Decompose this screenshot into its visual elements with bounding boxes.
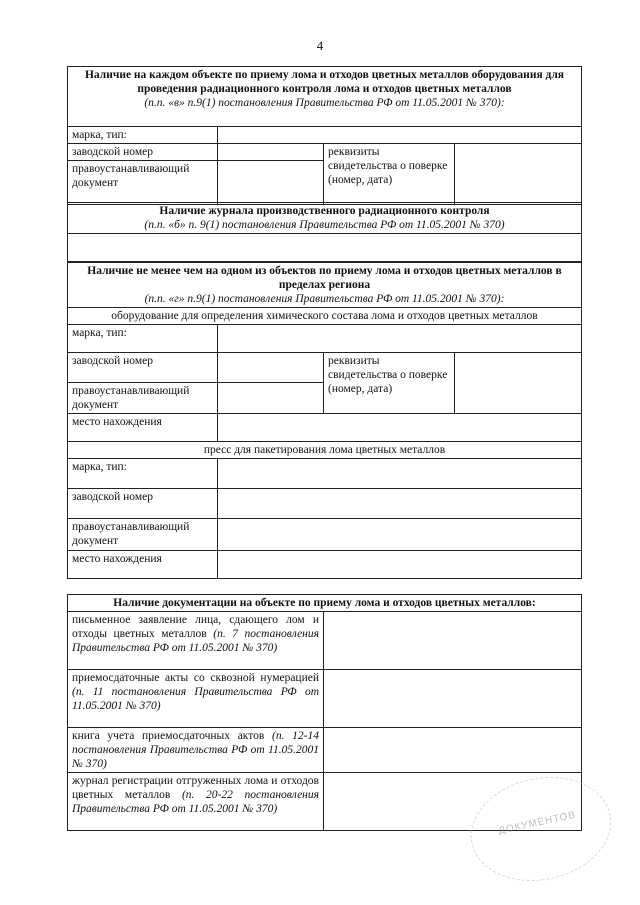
doc-item-value[interactable] bbox=[324, 728, 582, 773]
stamp-text: ДОКУМЕНТОВ bbox=[497, 809, 578, 837]
radiation-journal-section bbox=[67, 202, 582, 262]
location-value[interactable] bbox=[218, 414, 582, 442]
page-number: 4 bbox=[316, 38, 324, 53]
document-value[interactable] bbox=[218, 161, 324, 205]
document-label: правоустанавливающий документ bbox=[68, 161, 218, 205]
press-brand-label: марка, тип: bbox=[68, 459, 218, 489]
press-brand-value[interactable] bbox=[218, 459, 582, 489]
regional-equipment-section bbox=[67, 262, 582, 579]
radiation-equipment-section bbox=[67, 66, 582, 205]
legal-reference: (п.п. «в» п.9(1) постановления Правительства РФ от 11.05.2001 № 370): bbox=[144, 97, 505, 109]
brand-value[interactable] bbox=[218, 127, 582, 144]
doc-item-value[interactable] bbox=[324, 670, 582, 728]
press-serial-label: заводской номер bbox=[68, 489, 218, 519]
legal-reference: (п. 20-22 постановления Правительства РФ от 11.05.2001 № 370) bbox=[72, 789, 319, 815]
section-title: Наличие на каждом объекте по приему лома и отходов цветных металлов оборудования для проведения радиационного контроля лома и отходов цветных металлов (п.п. «в» п.9(1) постановления Правительства РФ от 11.05.2001 № 370): bbox=[68, 67, 582, 127]
verification-value[interactable] bbox=[455, 353, 582, 414]
brand-value[interactable] bbox=[218, 325, 582, 353]
legal-reference: (п. 7 постановления Правительства РФ от 11.05.2001 № 370) bbox=[72, 628, 319, 654]
press-title: пресс для пакетирования лома цветных металлов bbox=[68, 442, 582, 459]
serial-label: заводской номер bbox=[68, 353, 218, 383]
document-label: правоустанавливающий документ bbox=[68, 383, 218, 414]
section-title: Наличие журнала производственного радиационного контроля (п.п. «б» п. 9(1) постановления Правительства РФ от 11.05.2001 № 370) bbox=[68, 203, 582, 234]
press-location-label: место нахождения bbox=[68, 551, 218, 579]
doc-item-label: приемосдаточные акты со сквозной нумерацией (п. 11 постановления Правительства РФ от 11.05.2001 № 370) bbox=[68, 670, 324, 728]
legal-reference: (п.п. «б» п. 9(1) постановления Правительства РФ от 11.05.2001 № 370) bbox=[144, 219, 505, 231]
doc-item-label: письменное заявление лица, сдающего лом и отходы цветных металлов (п. 7 постановления Правительства РФ от 11.05.2001 № 370) bbox=[68, 612, 324, 670]
brand-label: марка, тип: bbox=[68, 127, 218, 144]
section-title: Наличие не менее чем на одном из объектов по приему лома и отходов цветных металлов в пределах региона (п.п. «г» п.9(1) постановления Правительства РФ от 11.05.2001 № 370): bbox=[68, 263, 582, 308]
verification-label: реквизиты свидетельства о поверке (номер, дата) bbox=[324, 144, 455, 205]
legal-reference: (п.п. «г» п.9(1) постановления Правительства РФ от 11.05.2001 № 370): bbox=[144, 293, 505, 305]
verification-value[interactable] bbox=[455, 144, 582, 205]
verification-label: реквизиты свидетельства о поверке (номер, дата) bbox=[324, 353, 455, 414]
doc-item-label: журнал регистрации отгруженных лома и отходов цветных металлов (п. 20-22 постановления Правительства РФ от 11.05.2001 № 370) bbox=[68, 773, 324, 831]
location-label: место нахождения bbox=[68, 414, 218, 442]
press-location-value[interactable] bbox=[218, 551, 582, 579]
legal-reference: (п. 12-14 постановления Правительства РФ от 11.05.2001 № 370) bbox=[72, 730, 319, 770]
press-document-value[interactable] bbox=[218, 519, 582, 551]
serial-value[interactable] bbox=[218, 144, 324, 161]
doc-item-value[interactable] bbox=[324, 612, 582, 670]
serial-label: заводской номер bbox=[68, 144, 218, 161]
serial-value[interactable] bbox=[218, 353, 324, 383]
brand-label: марка, тип: bbox=[68, 325, 218, 353]
journal-value[interactable] bbox=[68, 234, 582, 262]
press-document-label: правоустанавливающий документ bbox=[68, 519, 218, 551]
document-value[interactable] bbox=[218, 383, 324, 414]
legal-reference: (п. 11 постановления Правительства РФ от 11.05.2001 № 370) bbox=[72, 686, 319, 712]
press-serial-value[interactable] bbox=[218, 489, 582, 519]
doc-item-label: книга учета приемосдаточных актов (п. 12-14 постановления Правительства РФ от 11.05.2001 № 370) bbox=[68, 728, 324, 773]
chem-equipment-title: оборудование для определения химического состава лома и отходов цветных металлов bbox=[68, 308, 582, 325]
section-title: Наличие документации на объекте по приему лома и отходов цветных металлов: bbox=[68, 595, 582, 612]
